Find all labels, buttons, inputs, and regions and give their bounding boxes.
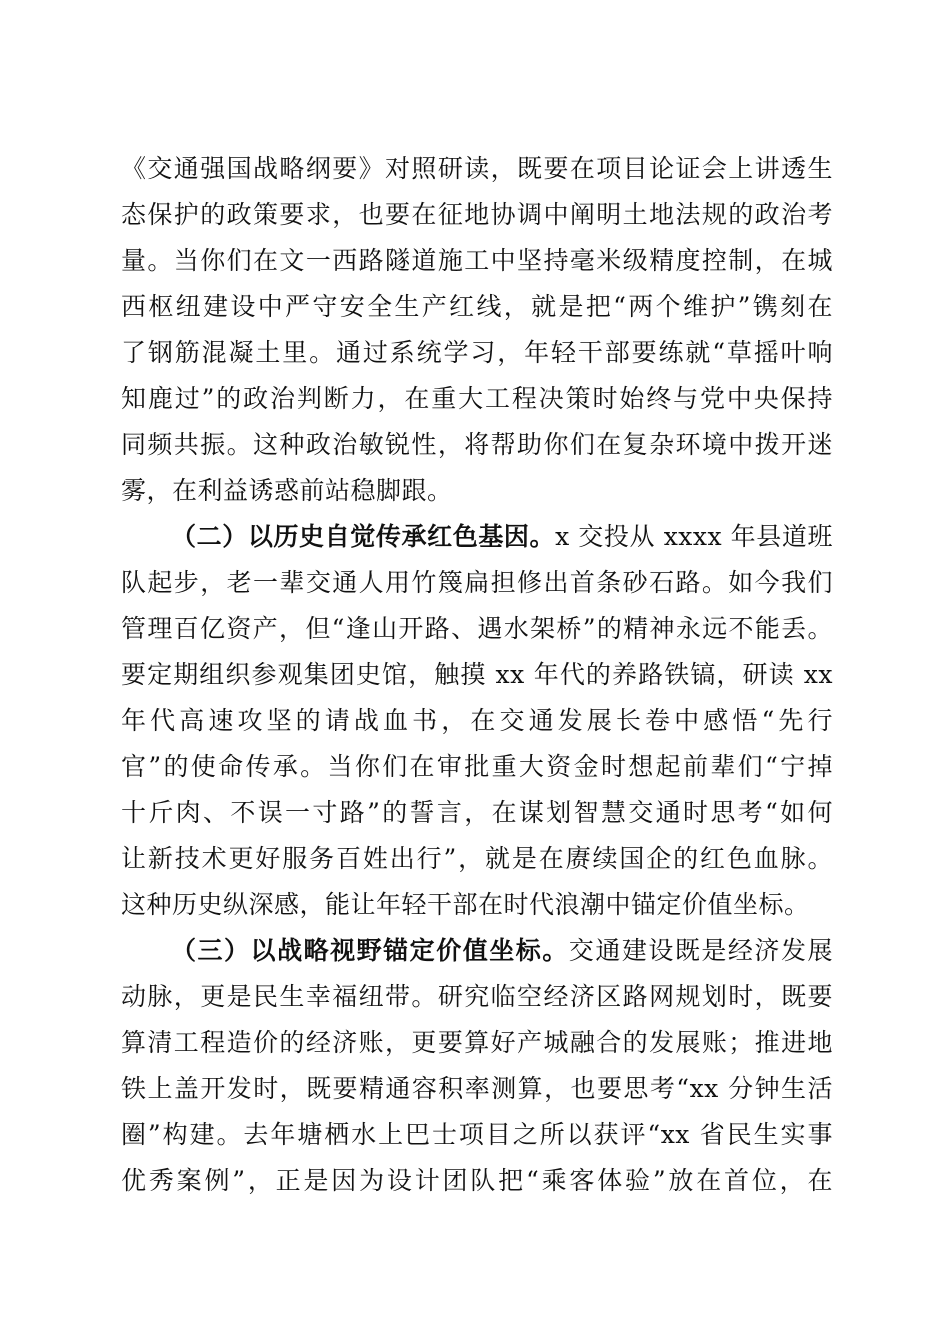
paragraph-line: 圈”构建。去年塘栖水上巴士项目之所以获评“xx 省民生实事 — [121, 1120, 833, 1149]
paragraph-line: 算清工程造价的经济账，更要算好产城融合的发展账；推进地 — [121, 1028, 833, 1057]
paragraph-line: 态保护的政策要求，也要在征地协调中阐明土地法规的政治考 — [121, 200, 833, 229]
section-heading: （三）以战略视野锚定价值坐标。 — [171, 936, 569, 965]
paragraph-line: 十斤肉、不误一寸路”的誓言，在谋划智慧交通时思考“如何 — [121, 798, 833, 827]
paragraph-line: 优秀案例”，正是因为设计团队把“乘客体验”放在首位，在 — [121, 1166, 833, 1195]
paragraph-line: 让新技术更好服务百姓出行”，就是在赓续国企的红色血脉。 — [121, 844, 833, 873]
paragraph-line: 同频共振。这种政治敏锐性，将帮助你们在复杂环境中拨开迷 — [121, 430, 833, 459]
paragraph-line: 《交通强国战略纲要》对照研读，既要在项目论证会上讲透生 — [121, 154, 833, 183]
paragraph-line: 动脉，更是民生幸福纽带。研究临空经济区路网规划时，既要 — [121, 982, 833, 1011]
paragraph-line: 知鹿过”的政治判断力，在重大工程决策时始终与党中央保持 — [121, 384, 833, 413]
paragraph-line: 年代高速攻坚的请战血书，在交通发展长卷中感悟“先行 — [121, 706, 833, 735]
paragraph-line: 雾，在利益诱惑前站稳脚跟。 — [121, 476, 453, 505]
section-first-line-text: x 交投从 xxxx 年县道班 — [555, 522, 833, 551]
paragraph-line: 管理百亿资产，但“逢山开路、遇水架桥”的精神永远不能丢。 — [121, 614, 833, 643]
paragraph-line: 这种历史纵深感，能让年轻干部在时代浪潮中锚定价值坐标。 — [121, 890, 810, 919]
paragraph-line: 要定期组织参观集团史馆，触摸 xx 年代的养路铁镐，研读 xx — [121, 660, 833, 689]
section-heading: （二）以历史自觉传承红色基因。 — [171, 522, 556, 551]
section-first-line — [121, 928, 833, 974]
body-text — [121, 146, 833, 1204]
paragraph-line: 铁上盖开发时，既要精通容积率测算，也要思考“xx 分钟生活 — [121, 1074, 833, 1103]
paragraph-line: 了钢筋混凝土里。通过系统学习，年轻干部要练就“草摇叶响 — [121, 338, 833, 367]
paragraph-line: 西枢纽建设中严守安全生产红线，就是把“两个维护”镌刻在 — [121, 292, 833, 321]
section-first-line-text: 交通建设既是经济发展 — [568, 936, 833, 965]
paragraph-line: 量。当你们在文一西路隧道施工中坚持毫米级精度控制，在城 — [121, 246, 833, 275]
section-first-line — [121, 514, 833, 560]
paragraph-line: 队起步，老一辈交通人用竹篾扁担修出首条砂石路。如今我们 — [121, 568, 833, 597]
paragraph-line: 官”的使命传承。当你们在审批重大资金时想起前辈们“宁掉 — [121, 752, 833, 781]
